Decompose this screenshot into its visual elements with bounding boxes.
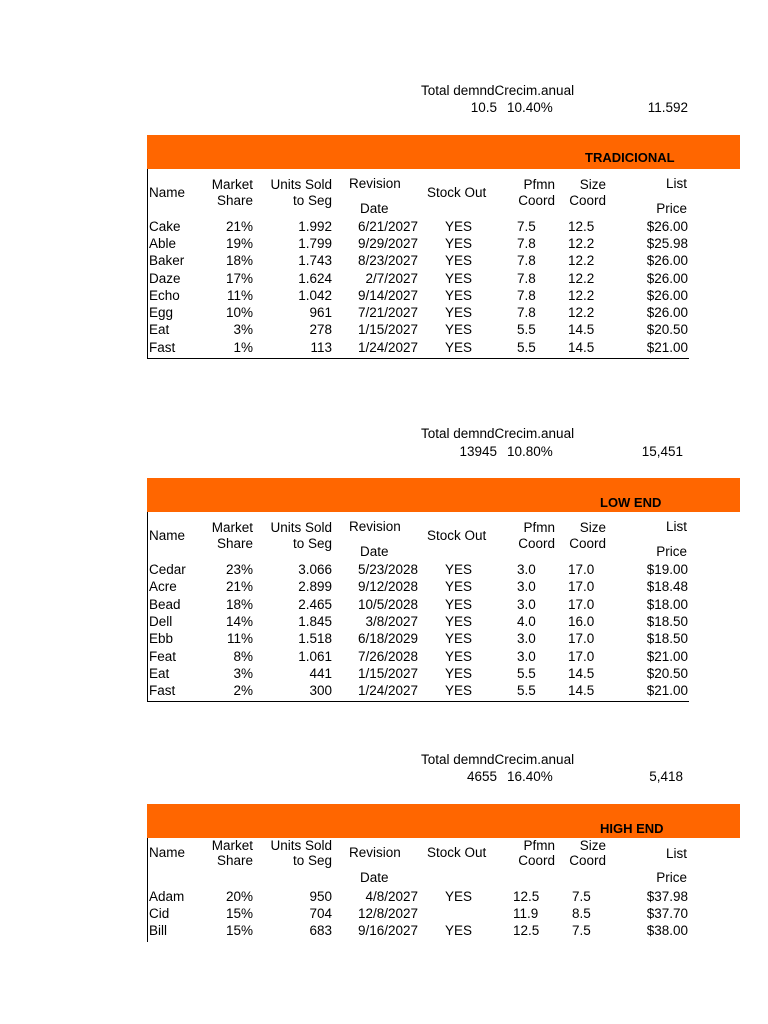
cell-stock: YES	[445, 666, 473, 681]
cell-share: 21%	[225, 579, 253, 594]
summary-growth: 10.40%	[507, 100, 553, 115]
col-header-name: Name	[149, 185, 186, 200]
cell-name: Ebb	[149, 631, 174, 646]
cell-pfmn: 5.5	[517, 666, 536, 681]
summary-demand: 10.5	[470, 100, 497, 115]
cell-size: 12.2	[568, 253, 595, 268]
col-header-size: Size	[579, 177, 606, 192]
cell-pfmn: 7.8	[517, 305, 536, 320]
cell-share: 1%	[233, 340, 253, 355]
cell-pfmn: 5.5	[517, 683, 536, 698]
cell-date: 4/8/2027	[365, 889, 418, 904]
col-header-list: List	[665, 519, 687, 534]
cell-pfmn: 12.5	[513, 889, 540, 904]
cell-date: 12/8/2027	[357, 906, 418, 921]
col-header-stock-out: Stock Out	[427, 845, 487, 860]
cell-share: 14%	[225, 614, 253, 629]
cell-size: 17.0	[568, 649, 595, 664]
cell-size: 17.0	[568, 562, 595, 577]
cell-price: $19.00	[646, 562, 688, 577]
cell-stock: YES	[445, 889, 473, 904]
col-header-share: Share	[216, 536, 253, 551]
table-row	[0, 218, 768, 235]
cell-units: 1.518	[298, 631, 332, 646]
cell-units: 1.042	[298, 288, 332, 303]
table-row	[0, 561, 768, 578]
cell-date: 9/29/2027	[357, 236, 418, 251]
cell-stock: YES	[445, 923, 473, 938]
cell-date: 7/21/2027	[357, 305, 418, 320]
cell-size: 12.5	[568, 219, 595, 234]
segment-title-low-end: LOW END	[600, 495, 662, 510]
cell-price: $20.50	[646, 322, 688, 337]
col-header-list: List	[665, 846, 687, 861]
cell-pfmn: 3.0	[517, 579, 536, 594]
cell-date: 6/18/2029	[357, 631, 418, 646]
cell-pfmn: 5.5	[517, 322, 536, 337]
cell-size: 14.5	[568, 322, 595, 337]
col-header-revision: Revision	[349, 519, 401, 534]
cell-units: 1.992	[298, 219, 332, 234]
col-header-name: Name	[149, 845, 186, 860]
cell-price: $21.00	[646, 683, 688, 698]
cell-units: 950	[309, 889, 332, 904]
table-row	[0, 287, 768, 304]
col-header-list: List	[665, 176, 687, 191]
col-header-units: Units Sold	[270, 177, 332, 192]
cell-share: 18%	[225, 597, 253, 612]
col-header-market: Market	[211, 838, 253, 853]
cell-size: 14.5	[568, 666, 595, 681]
segment-title-tradicional: TRADICIONAL	[585, 150, 675, 165]
cell-pfmn: 12.5	[513, 923, 540, 938]
cell-units: 3.066	[298, 562, 332, 577]
col-header-price: Price	[656, 201, 687, 216]
cell-share: 3%	[233, 666, 253, 681]
col-header-to-seg: to Seg	[292, 853, 332, 868]
cell-size: 12.2	[568, 288, 595, 303]
cell-stock: YES	[445, 236, 473, 251]
col-header-pfmn: Pfmn	[523, 520, 555, 535]
cell-share: 20%	[225, 889, 253, 904]
cell-stock: YES	[445, 631, 473, 646]
cell-size: 17.0	[568, 597, 595, 612]
cell-units: 683	[309, 923, 332, 938]
col-header-stock-out: Stock Out	[427, 185, 487, 200]
cell-size: 17.0	[568, 631, 595, 646]
col-header-price: Price	[656, 870, 687, 885]
cell-pfmn: 3.0	[517, 597, 536, 612]
summary-label: Total demndCrecim.anual	[421, 752, 575, 767]
cell-name: Feat	[149, 649, 177, 664]
cell-pfmn: 7.5	[517, 219, 536, 234]
col-header-to-seg: to Seg	[292, 193, 332, 208]
table-row	[0, 252, 768, 269]
cell-share: 8%	[233, 649, 253, 664]
cell-size: 17.0	[568, 579, 595, 594]
cell-units: 704	[309, 906, 332, 921]
cell-pfmn: 3.0	[517, 649, 536, 664]
segment-title-high-end: HIGH END	[600, 821, 664, 836]
table-row	[0, 648, 768, 665]
cell-price: $37.70	[646, 906, 688, 921]
cell-date: 1/15/2027	[357, 322, 418, 337]
cell-size: 7.5	[572, 889, 591, 904]
cell-name: Echo	[149, 288, 180, 303]
table-bottom-border	[147, 701, 689, 702]
table-bottom-border	[147, 358, 689, 359]
cell-units: 2.465	[298, 597, 332, 612]
cell-name: Egg	[149, 305, 174, 320]
cell-size: 12.2	[568, 271, 595, 286]
cell-date: 7/26/2028	[357, 649, 418, 664]
table-row	[0, 922, 768, 939]
cell-date: 9/14/2027	[357, 288, 418, 303]
table-row	[0, 596, 768, 613]
cell-pfmn: 7.8	[517, 253, 536, 268]
cell-pfmn: 11.9	[513, 906, 539, 921]
cell-date: 8/23/2027	[357, 253, 418, 268]
table-row	[0, 235, 768, 252]
cell-name: Adam	[149, 889, 185, 904]
col-header-date: Date	[360, 544, 389, 559]
cell-name: Fast	[149, 683, 176, 698]
cell-stock: YES	[445, 579, 473, 594]
summary-growth: 16.40%	[507, 769, 553, 784]
cell-units: 278	[309, 322, 332, 337]
cell-name: Acre	[149, 579, 177, 594]
summary-next: 11.592	[647, 100, 688, 115]
cell-name: Eat	[149, 322, 170, 337]
cell-date: 1/24/2027	[357, 340, 418, 355]
cell-size: 12.2	[568, 305, 595, 320]
col-header-share: Share	[216, 193, 253, 208]
cell-stock: YES	[445, 597, 473, 612]
col-header-market: Market	[211, 520, 253, 535]
cell-stock: YES	[445, 683, 473, 698]
cell-name: Cake	[149, 219, 181, 234]
cell-units: 1.061	[298, 649, 332, 664]
cell-share: 17%	[225, 271, 253, 286]
cell-share: 18%	[225, 253, 253, 268]
table-row	[0, 682, 768, 699]
cell-stock: YES	[445, 288, 473, 303]
cell-name: Able	[149, 236, 177, 251]
summary-label: Total demndCrecim.anual	[421, 83, 575, 98]
cell-stock: YES	[445, 340, 473, 355]
col-header-revision: Revision	[349, 845, 401, 860]
cell-price: $26.00	[646, 253, 688, 268]
col-header-pfmn: Pfmn	[523, 177, 555, 192]
cell-price: $21.00	[646, 649, 688, 664]
cell-share: 11%	[226, 288, 253, 303]
col-header-size: Size	[579, 520, 606, 535]
cell-price: $21.00	[646, 340, 688, 355]
cell-stock: YES	[445, 219, 473, 234]
cell-stock: YES	[445, 271, 473, 286]
table-row	[0, 321, 768, 338]
cell-stock: YES	[445, 562, 473, 577]
cell-units: 113	[310, 340, 332, 355]
col-header-units: Units Sold	[270, 520, 332, 535]
col-header-name: Name	[149, 528, 186, 543]
cell-pfmn: 3.0	[517, 631, 536, 646]
cell-units: 441	[309, 666, 332, 681]
cell-share: 15%	[225, 923, 253, 938]
cell-price: $26.00	[646, 305, 688, 320]
cell-price: $18.00	[646, 597, 688, 612]
table-row	[0, 630, 768, 647]
cell-date: 2/7/2027	[365, 271, 418, 286]
cell-price: $26.00	[646, 271, 688, 286]
cell-price: $18.50	[646, 631, 688, 646]
summary-label: Total demndCrecim.anual	[421, 426, 575, 441]
cell-share: 2%	[233, 683, 253, 698]
cell-price: $20.50	[646, 666, 688, 681]
cell-name: Cid	[149, 906, 170, 921]
cell-units: 300	[309, 683, 332, 698]
cell-date: 1/24/2027	[357, 683, 418, 698]
col-header-to-seg: to Seg	[292, 536, 332, 551]
col-header-revision: Revision	[349, 176, 401, 191]
cell-price: $18.50	[646, 614, 688, 629]
cell-share: 19%	[225, 236, 253, 251]
col-header-size: Size	[579, 838, 606, 853]
cell-price: $26.00	[646, 288, 688, 303]
cell-size: 8.5	[572, 906, 591, 921]
cell-share: 21%	[225, 219, 253, 234]
col-header-share: Share	[216, 853, 253, 868]
cell-units: 2.899	[298, 579, 332, 594]
cell-pfmn: 7.8	[517, 236, 536, 251]
col-header-stock-out: Stock Out	[427, 528, 487, 543]
cell-price: $25.98	[646, 236, 688, 251]
summary-next: 15,451	[641, 444, 683, 459]
cell-share: 11%	[226, 631, 253, 646]
cell-date: 10/5/2028	[357, 597, 418, 612]
table-row	[0, 304, 768, 321]
cell-name: Eat	[149, 666, 170, 681]
cell-pfmn: 7.8	[517, 271, 536, 286]
cell-date: 6/21/2027	[357, 219, 418, 234]
col-header-date: Date	[360, 870, 389, 885]
cell-name: Cedar	[149, 562, 186, 577]
col-header-pfmn-coord: Coord	[518, 193, 555, 208]
cell-pfmn: 4.0	[517, 614, 536, 629]
cell-pfmn: 5.5	[517, 340, 536, 355]
table-row	[0, 888, 768, 905]
cell-name: Fast	[149, 340, 176, 355]
cell-units: 1.624	[298, 271, 332, 286]
cell-share: 3%	[233, 322, 253, 337]
cell-name: Dell	[149, 614, 173, 629]
cell-units: 1.845	[298, 614, 332, 629]
cell-date: 1/15/2027	[357, 666, 418, 681]
cell-name: Baker	[149, 253, 185, 268]
cell-name: Bill	[149, 923, 168, 938]
cell-date: 9/12/2028	[357, 579, 418, 594]
cell-size: 7.5	[572, 923, 591, 938]
cell-price: $38.00	[646, 923, 688, 938]
summary-demand: 13945	[459, 444, 497, 459]
cell-units: 1.799	[298, 236, 332, 251]
cell-name: Bead	[149, 597, 181, 612]
summary-next: 5,418	[649, 769, 683, 784]
col-header-pfmn: Pfmn	[523, 838, 555, 853]
col-header-pfmn-coord: Coord	[518, 853, 555, 868]
cell-size: 14.5	[568, 340, 595, 355]
col-header-pfmn-coord: Coord	[518, 536, 555, 551]
col-header-size-coord: Coord	[569, 853, 606, 868]
cell-stock: YES	[445, 305, 473, 320]
cell-price: $37.98	[646, 889, 688, 904]
cell-price: $18.48	[646, 579, 688, 594]
summary-growth: 10.80%	[507, 444, 553, 459]
cell-date: 5/23/2028	[357, 562, 418, 577]
col-header-size-coord: Coord	[569, 193, 606, 208]
col-header-market: Market	[211, 177, 253, 192]
cell-size: 12.2	[568, 236, 595, 251]
cell-share: 15%	[225, 906, 253, 921]
cell-pfmn: 3.0	[517, 562, 536, 577]
cell-date: 3/8/2027	[365, 614, 418, 629]
table-row	[0, 270, 768, 287]
table-row	[0, 578, 768, 595]
cell-price: $26.00	[646, 219, 688, 234]
table-row	[0, 665, 768, 682]
table-row	[0, 339, 768, 356]
cell-units: 961	[309, 305, 332, 320]
table-row	[0, 905, 768, 922]
cell-units: 1.743	[298, 253, 332, 268]
cell-stock: YES	[445, 253, 473, 268]
summary-demand: 4655	[466, 769, 497, 784]
cell-stock: YES	[445, 649, 473, 664]
table-row	[0, 613, 768, 630]
cell-stock: YES	[445, 614, 473, 629]
cell-size: 16.0	[568, 614, 595, 629]
col-header-size-coord: Coord	[569, 536, 606, 551]
col-header-price: Price	[656, 544, 687, 559]
cell-name: Daze	[149, 271, 181, 286]
col-header-date: Date	[360, 201, 389, 216]
cell-date: 9/16/2027	[357, 923, 418, 938]
cell-share: 23%	[225, 562, 253, 577]
cell-stock: YES	[445, 322, 473, 337]
cell-size: 14.5	[568, 683, 595, 698]
cell-pfmn: 7.8	[517, 288, 536, 303]
cell-share: 10%	[225, 305, 253, 320]
col-header-units: Units Sold	[270, 838, 332, 853]
